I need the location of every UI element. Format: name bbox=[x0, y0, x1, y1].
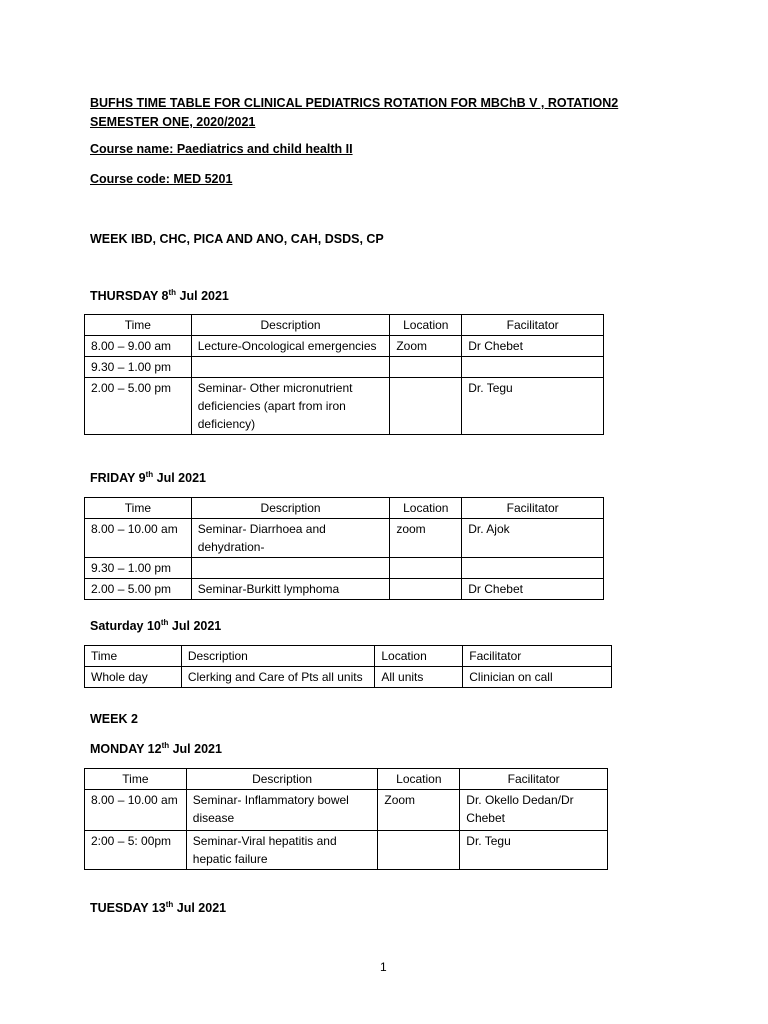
description-cell: Seminar- Other micronutrient deficiencies (apart from iron deficiency) bbox=[191, 378, 390, 435]
table-header-row bbox=[85, 498, 604, 519]
page-number: 1 bbox=[380, 960, 387, 974]
facilitator-cell bbox=[462, 357, 604, 378]
course-code: Course code: MED 5201 bbox=[90, 172, 233, 186]
time-cell: 9.30 – 1.00 pm bbox=[85, 558, 192, 579]
description-header: Description bbox=[191, 315, 390, 336]
saturday-heading: Saturday 10th Jul 2021 bbox=[90, 618, 222, 634]
table-header-row bbox=[85, 315, 604, 336]
facilitator-header: Facilitator bbox=[460, 769, 608, 790]
time-cell: 9.30 – 1.00 pm bbox=[85, 357, 192, 378]
time-cell: 8.00 – 9.00 am bbox=[85, 336, 192, 357]
facilitator-cell: Dr Chebet bbox=[462, 336, 604, 357]
facilitator-cell: Dr. Tegu bbox=[462, 378, 604, 435]
facilitator-header: Facilitator bbox=[463, 646, 612, 667]
facilitator-cell: Dr Chebet bbox=[462, 579, 604, 600]
location-cell bbox=[378, 831, 460, 870]
time-cell: 8.00 – 10.00 am bbox=[85, 519, 192, 558]
friday-heading: FRIDAY 9th Jul 2021 bbox=[90, 470, 206, 486]
time-cell: 2.00 – 5.00 pm bbox=[85, 378, 192, 435]
time-cell: 2.00 – 5.00 pm bbox=[85, 579, 192, 600]
description-cell: Seminar-Viral hepatitis and hepatic failure bbox=[186, 831, 378, 870]
table-row bbox=[85, 579, 604, 600]
thursday-heading: THURSDAY 8th Jul 2021 bbox=[90, 288, 229, 304]
location-cell bbox=[390, 378, 462, 435]
friday-table bbox=[84, 497, 604, 600]
description-cell bbox=[191, 357, 390, 378]
thursday-table bbox=[84, 314, 604, 435]
location-cell bbox=[390, 357, 462, 378]
time-cell: 2:00 – 5: 00pm bbox=[85, 831, 187, 870]
facilitator-cell bbox=[462, 558, 604, 579]
monday-table bbox=[84, 768, 608, 870]
week2-heading: WEEK 2 bbox=[90, 712, 138, 726]
location-header: Location bbox=[390, 315, 462, 336]
monday-heading: MONDAY 12th Jul 2021 bbox=[90, 741, 222, 757]
table-row bbox=[85, 519, 604, 558]
time-header: Time bbox=[85, 646, 182, 667]
description-cell: Seminar-Burkitt lymphoma bbox=[191, 579, 390, 600]
facilitator-header: Facilitator bbox=[462, 498, 604, 519]
time-header: Time bbox=[85, 769, 187, 790]
week1-heading: WEEK IBD, CHC, PICA AND ANO, CAH, DSDS, CP bbox=[90, 232, 384, 246]
location-header: Location bbox=[378, 769, 460, 790]
description-cell: Clerking and Care of Pts all units bbox=[181, 667, 375, 688]
table-row bbox=[85, 558, 604, 579]
time-header: Time bbox=[85, 498, 192, 519]
table-row bbox=[85, 831, 608, 870]
description-header: Description bbox=[191, 498, 390, 519]
time-cell: Whole day bbox=[85, 667, 182, 688]
location-cell: All units bbox=[375, 667, 463, 688]
table-row bbox=[85, 790, 608, 831]
description-cell: Seminar- Inflammatory bowel disease bbox=[186, 790, 378, 831]
table-row bbox=[85, 378, 604, 435]
location-cell bbox=[390, 579, 462, 600]
description-header: Description bbox=[181, 646, 375, 667]
time-header: Time bbox=[85, 315, 192, 336]
location-header: Location bbox=[375, 646, 463, 667]
location-cell: Zoom bbox=[390, 336, 462, 357]
location-cell bbox=[390, 558, 462, 579]
table-row bbox=[85, 357, 604, 378]
table-row bbox=[85, 336, 604, 357]
time-cell: 8.00 – 10.00 am bbox=[85, 790, 187, 831]
facilitator-header: Facilitator bbox=[462, 315, 604, 336]
document-title: BUFHS TIME TABLE FOR CLINICAL PEDIATRICS ROTATION FOR MBChB V , ROTATION2 SEMESTER ONE, 2020/2021 bbox=[90, 96, 619, 129]
facilitator-cell: Dr. Tegu bbox=[460, 831, 608, 870]
description-header: Description bbox=[186, 769, 378, 790]
facilitator-cell: Dr. Ajok bbox=[462, 519, 604, 558]
facilitator-cell: Dr. Okello Dedan/Dr Chebet bbox=[460, 790, 608, 831]
description-cell: Seminar- Diarrhoea and dehydration- bbox=[191, 519, 390, 558]
location-header: Location bbox=[390, 498, 462, 519]
table-row bbox=[85, 667, 612, 688]
table-header-row bbox=[85, 769, 608, 790]
description-cell: Lecture-Oncological emergencies bbox=[191, 336, 390, 357]
tuesday-heading: TUESDAY 13th Jul 2021 bbox=[90, 900, 227, 916]
location-cell: Zoom bbox=[378, 790, 460, 831]
course-name: Course name: Paediatrics and child health II bbox=[90, 142, 353, 156]
location-cell: zoom bbox=[390, 519, 462, 558]
facilitator-cell: Clinician on call bbox=[463, 667, 612, 688]
saturday-table bbox=[84, 645, 612, 688]
table-header-row bbox=[85, 646, 612, 667]
description-cell bbox=[191, 558, 390, 579]
